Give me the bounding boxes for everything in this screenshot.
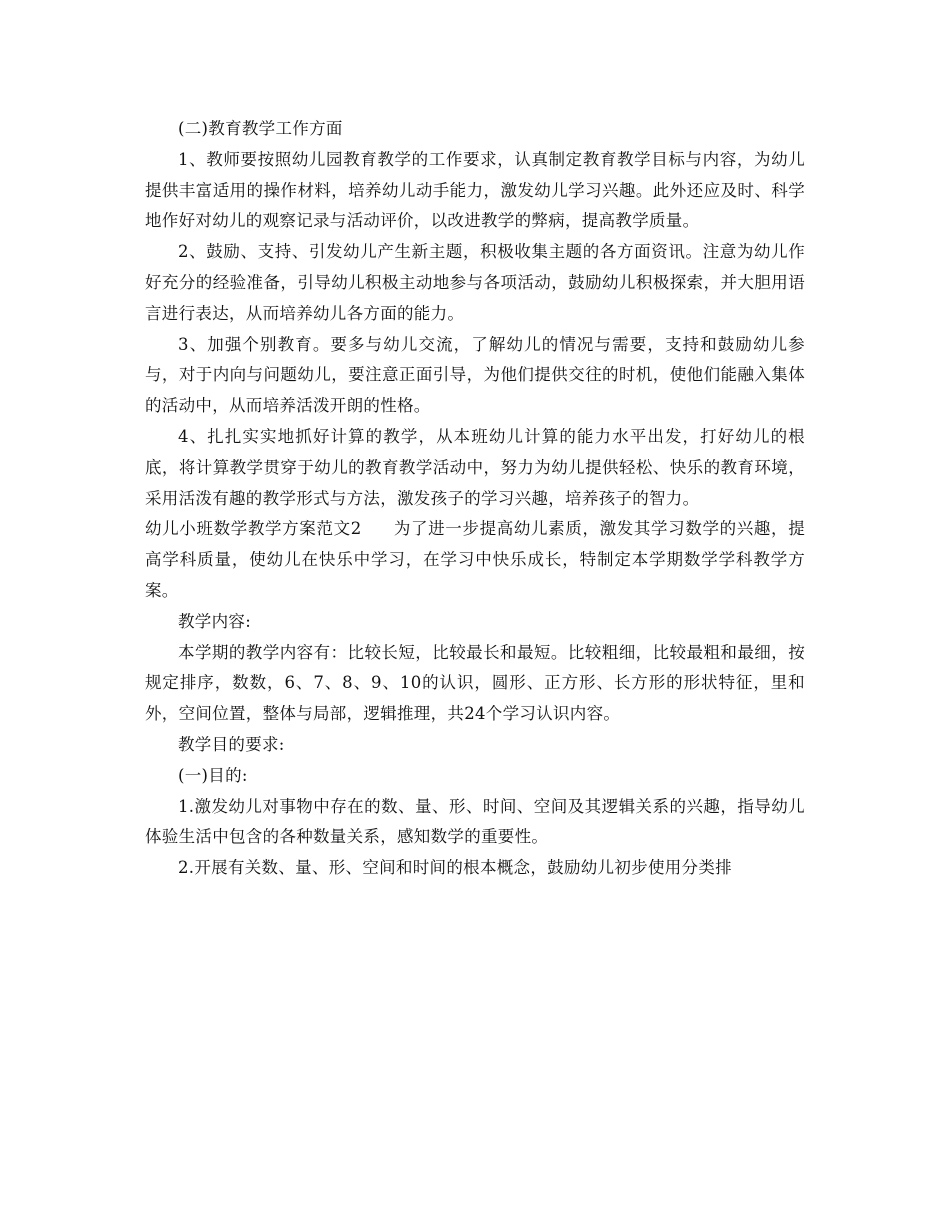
content-body: 本学期的教学内容有：比较长短，比较最长和最短。比较粗细，比较最粗和最细，按规定排序，数数，6、7、8、9、10的认识，圆形、正方形、长方形的形状特征，里和外，空间位置，整体与局部，逻辑推理，共24个学习认识内容。 [145, 642, 805, 724]
content-heading: 教学内容: [178, 611, 252, 631]
paragraph-item-1: 1、教师要按照幼儿园教育教学的工作要求，认真制定教育教学目标与内容，为幼儿提供丰富适用的操作材料，培养幼儿动手能力，激发幼儿学习兴趣。此外还应及时、科学地作好对幼儿的观察记录与活动评价，以改进教学的弊病，提高教学质量。 [145, 149, 805, 231]
goal-subheading: (一)目的: [178, 765, 248, 785]
paragraph-item-4: 4、扎扎实实地抓好计算的教学，从本班幼儿计算的能力水平出发，打好幼儿的根底，将计算教学贯穿于幼儿的教育教学活动中，努力为幼儿提供轻松、快乐的教育环境，采用活泼有趣的教学形式与方法，激发孩子的学习兴趣，培养孩子的智力。 [145, 426, 805, 508]
goal-heading: 教学目的要求: [178, 734, 285, 754]
goal-item-2: 2.开展有关数、量、形、空间和时间的根本概念，鼓励幼儿初步使用分类排 [178, 858, 732, 878]
paragraph-item-2: 2、鼓励、支持、引发幼儿产生新主题，积极收集主题的各方面资讯。注意为幼儿作好充分的经验准备，引导幼儿积极主动地参与各项活动，鼓励幼儿积极探索，并大胆用语言进行表达，从而培养幼儿各方面的能力。 [145, 242, 805, 323]
goal-item-1: 1.激发幼儿对事物中存在的数、量、形、时间、空间及其逻辑关系的兴趣，指导幼儿体验生活中包含的各种数量关系，感知数学的重要性。 [145, 796, 805, 847]
section-heading: (二)教育教学工作方面 [178, 119, 343, 138]
doc2-title: 幼儿小班数学教学方案范文2 [145, 519, 362, 539]
doc2-intro: 为了进一步提高幼儿素质，激发其学习数学的兴趣，提高学科质量，使幼儿在快乐中学习，在学习中快乐成长，特制定本学期数学学科教学方案。 [145, 519, 805, 600]
doc2-paragraph [145, 514, 805, 606]
paragraph-item-3: 3、加强个别教育。要多与幼儿交流，了解幼儿的情况与需要，支持和鼓励幼儿参与，对于内向与问题幼儿，要注意正面引导，为他们提供交往的时机，使他们能融入集体的活动中，从而培养活泼开朗的性格。 [145, 334, 805, 416]
document-page [145, 114, 805, 884]
